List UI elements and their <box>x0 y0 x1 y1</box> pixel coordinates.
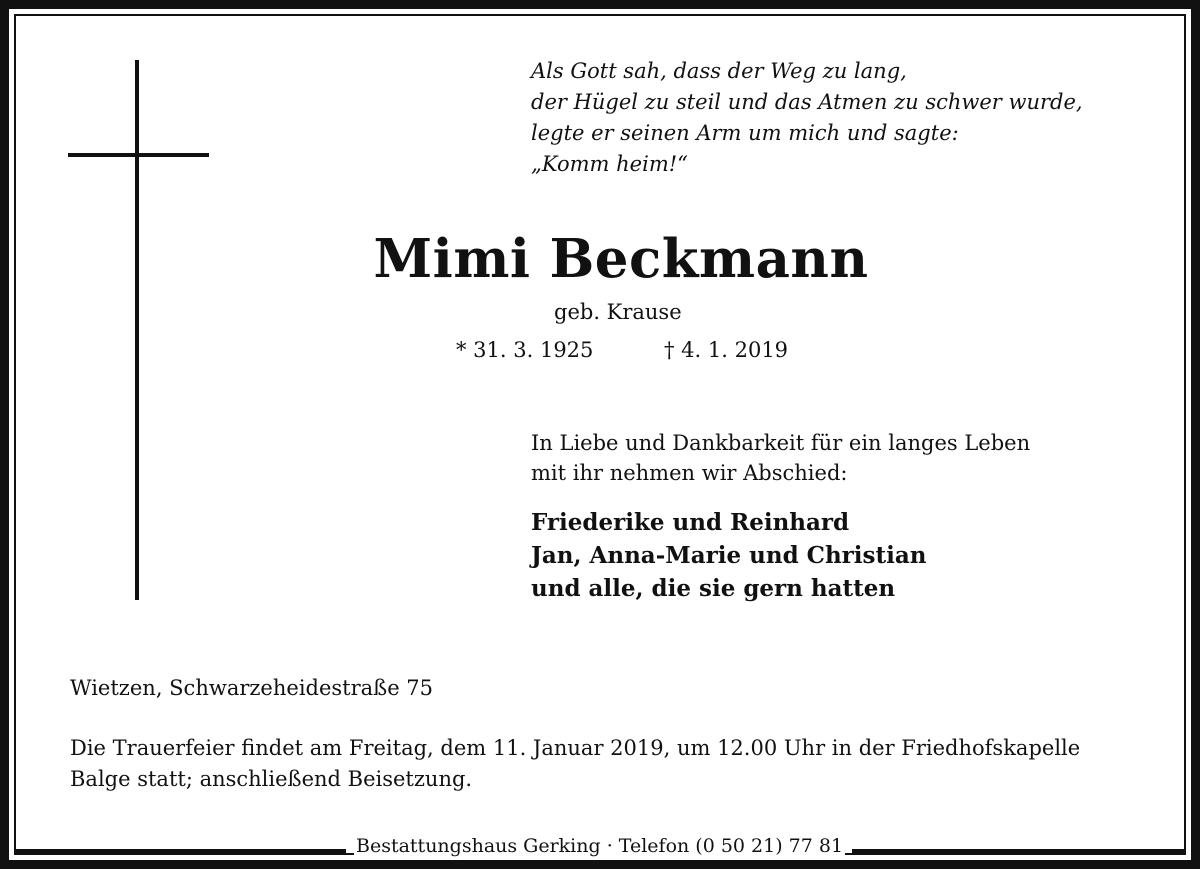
service-info <box>70 733 1080 795</box>
footer-rule-right <box>852 849 1184 853</box>
death-date: † 4. 1. 2019 <box>664 338 789 362</box>
cross-vertical-bar <box>135 60 139 600</box>
birth-name: geb. Krause <box>554 300 682 324</box>
farewell-line: In Liebe und Dankbarkeit für ein langes Leben <box>531 431 1031 455</box>
footer-rule-left <box>16 849 346 853</box>
mourner-line: und alle, die sie gern hatten <box>531 575 896 602</box>
funeral-home-footer: Bestattungshaus Gerking · Telefon (0 50 21) 77 81 <box>356 835 844 857</box>
poem-line: Als Gott sah, dass der Weg zu lang, <box>531 59 907 83</box>
farewell-text <box>531 428 1030 488</box>
farewell-line: mit ihr nehmen wir Abschied: <box>531 461 848 485</box>
poem-line: der Hügel zu steil und das Atmen zu schwer wurde, <box>531 90 1083 114</box>
service-line: Die Trauerfeier findet am Freitag, dem 11. Januar 2019, um 12.00 Uhr in der Friedhofskapelle <box>70 736 1081 760</box>
poem-line: „Komm heim!“ <box>531 152 688 176</box>
mourner-line: Jan, Anna-Marie und Christian <box>531 542 927 569</box>
mourners-list <box>531 506 926 605</box>
birth-date: * 31. 3. 1925 <box>456 338 594 362</box>
mourner-line: Friederike und Reinhard <box>531 509 850 536</box>
service-line: Balge statt; anschließend Beisetzung. <box>70 767 473 791</box>
poem-line: legte er seinen Arm um mich und sagte: <box>531 121 959 145</box>
address: Wietzen, Schwarzeheidestraße 75 <box>70 676 434 700</box>
deceased-name: Mimi Beckmann <box>373 228 869 290</box>
cross-horizontal-bar <box>68 153 209 157</box>
poem <box>531 56 1083 180</box>
